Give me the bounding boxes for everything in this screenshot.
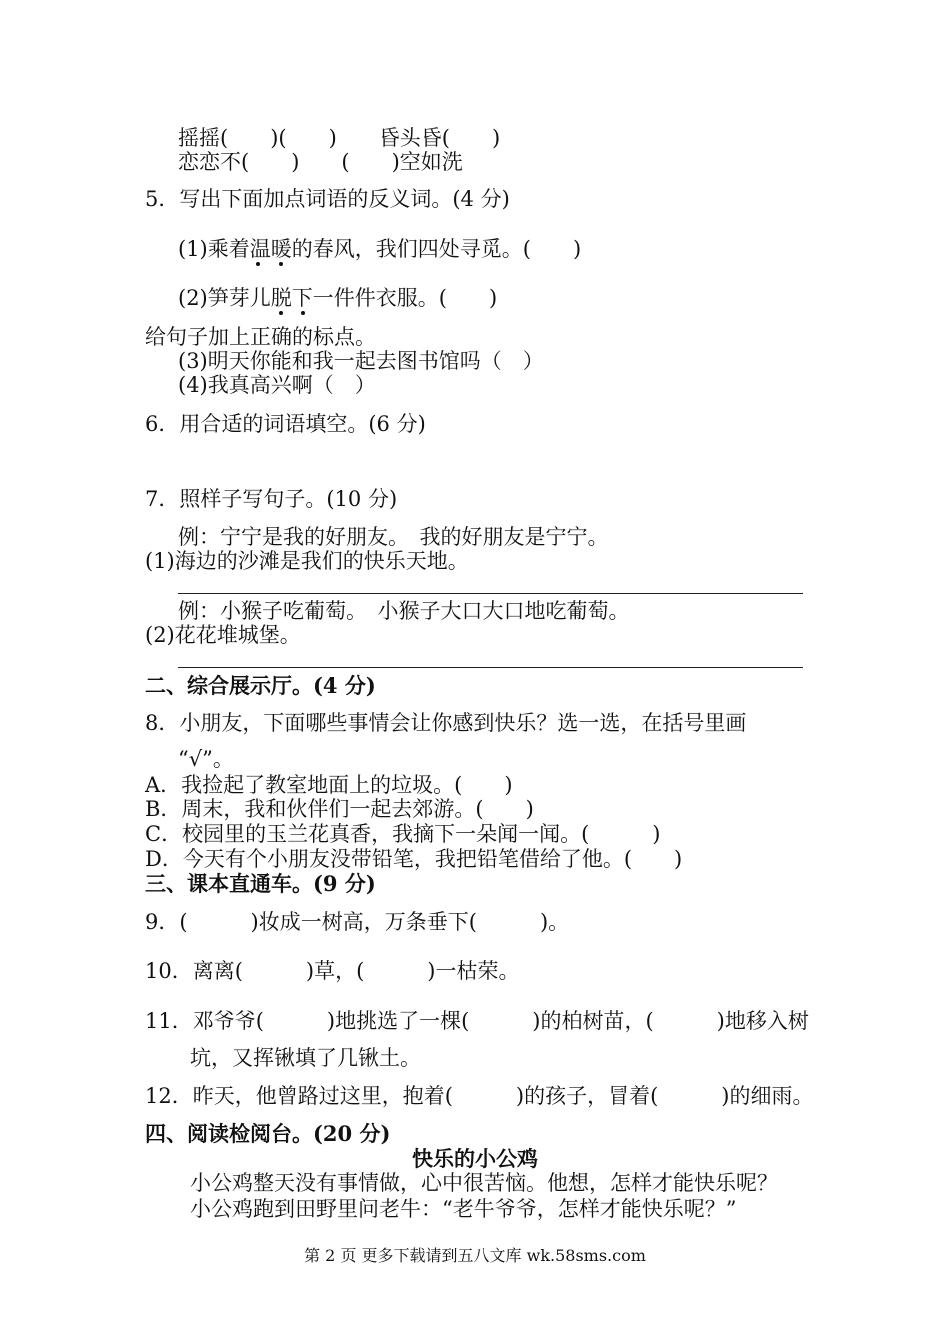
- question-7-item-1: (1)海边的沙滩是我们的快乐天地。: [145, 549, 469, 573]
- word-fill-row-2: 恋恋不( ) ( )空如洗: [178, 150, 463, 174]
- option-b: B．周末，我和伙伴们一起去郊游。( ): [145, 797, 534, 821]
- question-9: 9．( )妆成一树高，万条垂下( )。: [145, 910, 570, 934]
- question-8: 8．小朋友，下面哪些事情会让你感到快乐？选一选，在括号里画: [145, 711, 747, 735]
- reading-paragraph-2: 小公鸡跑到田野里问老牛：“老牛爷爷，怎样才能快乐呢？”: [190, 1197, 737, 1221]
- option-a: A．我捡起了教室地面上的垃圾。( ): [145, 773, 513, 797]
- question-7: 7．照样子写句子。(10 分): [145, 487, 398, 511]
- emphasis-dot: [301, 311, 305, 315]
- question-5-item-4: (4)我真高兴啊（ ）: [178, 373, 376, 397]
- question-11-continued: 坑，又挥锹填了几锹土。: [190, 1046, 421, 1070]
- page-footer: 第 2 页 更多下载请到五八文库 wk.58sms.com: [304, 1246, 646, 1265]
- reading-paragraph-1: 小公鸡整天没有事情做，心中很苦恼。他想，怎样才能快乐呢？: [190, 1171, 778, 1195]
- question-8-continued: “√”。: [178, 747, 234, 771]
- question-12: 12．昨天，他曾路过这里，抱着( )的孩子，冒着( )的细雨。: [145, 1084, 814, 1108]
- question-5-item-3: (3)明天你能和我一起去图书馆吗（ ）: [178, 349, 544, 373]
- section-2-heading: 二、综合展示厅。(4 分): [145, 673, 376, 698]
- answer-line[interactable]: [178, 593, 803, 594]
- example-1: 例：宁宁是我的好朋友。 我的好朋友是宁宁。: [178, 525, 609, 549]
- question-11: 11．邓爷爷( )地挑选了一棵( )的柏树苗，( )地移入树: [145, 1009, 809, 1033]
- example-2: 例：小猴子吃葡萄。 小猴子大口大口地吃葡萄。: [178, 599, 630, 623]
- emphasis-dot: [279, 262, 283, 266]
- question-5-item-1: (1)乘着温暖的春风，我们四处寻觅。( ): [178, 237, 582, 261]
- question-5-item-2: (2)笋芽儿脱下一件件衣服。( ): [178, 286, 498, 310]
- reading-title: 快乐的小公鸡: [412, 1146, 538, 1171]
- question-6: 6．用合适的词语填空。(6 分): [145, 412, 426, 436]
- emphasis-dot: [256, 262, 260, 266]
- question-5: 5．写出下面加点词语的反义词。(4 分): [145, 187, 510, 211]
- question-10: 10．离离( )草，( )一枯荣。: [145, 959, 520, 983]
- section-4-heading: 四、阅读检阅台。(20 分): [145, 1121, 391, 1146]
- option-d: D．今天有个小朋友没带铅笔，我把铅笔借给了他。( ): [145, 847, 683, 871]
- punctuation-instruction: 给句子加上正确的标点。: [145, 325, 376, 349]
- question-7-item-2: (2)花花堆城堡。: [145, 623, 301, 647]
- emphasis-dot: [279, 311, 283, 315]
- option-c: C．校园里的玉兰花真香，我摘下一朵闻一闻。( ): [145, 822, 661, 846]
- word-fill-row-1: 摇摇( )( ) 昏头昏( ): [178, 126, 501, 150]
- section-3-heading: 三、课本直通车。(9 分): [145, 871, 376, 896]
- answer-line[interactable]: [178, 667, 803, 668]
